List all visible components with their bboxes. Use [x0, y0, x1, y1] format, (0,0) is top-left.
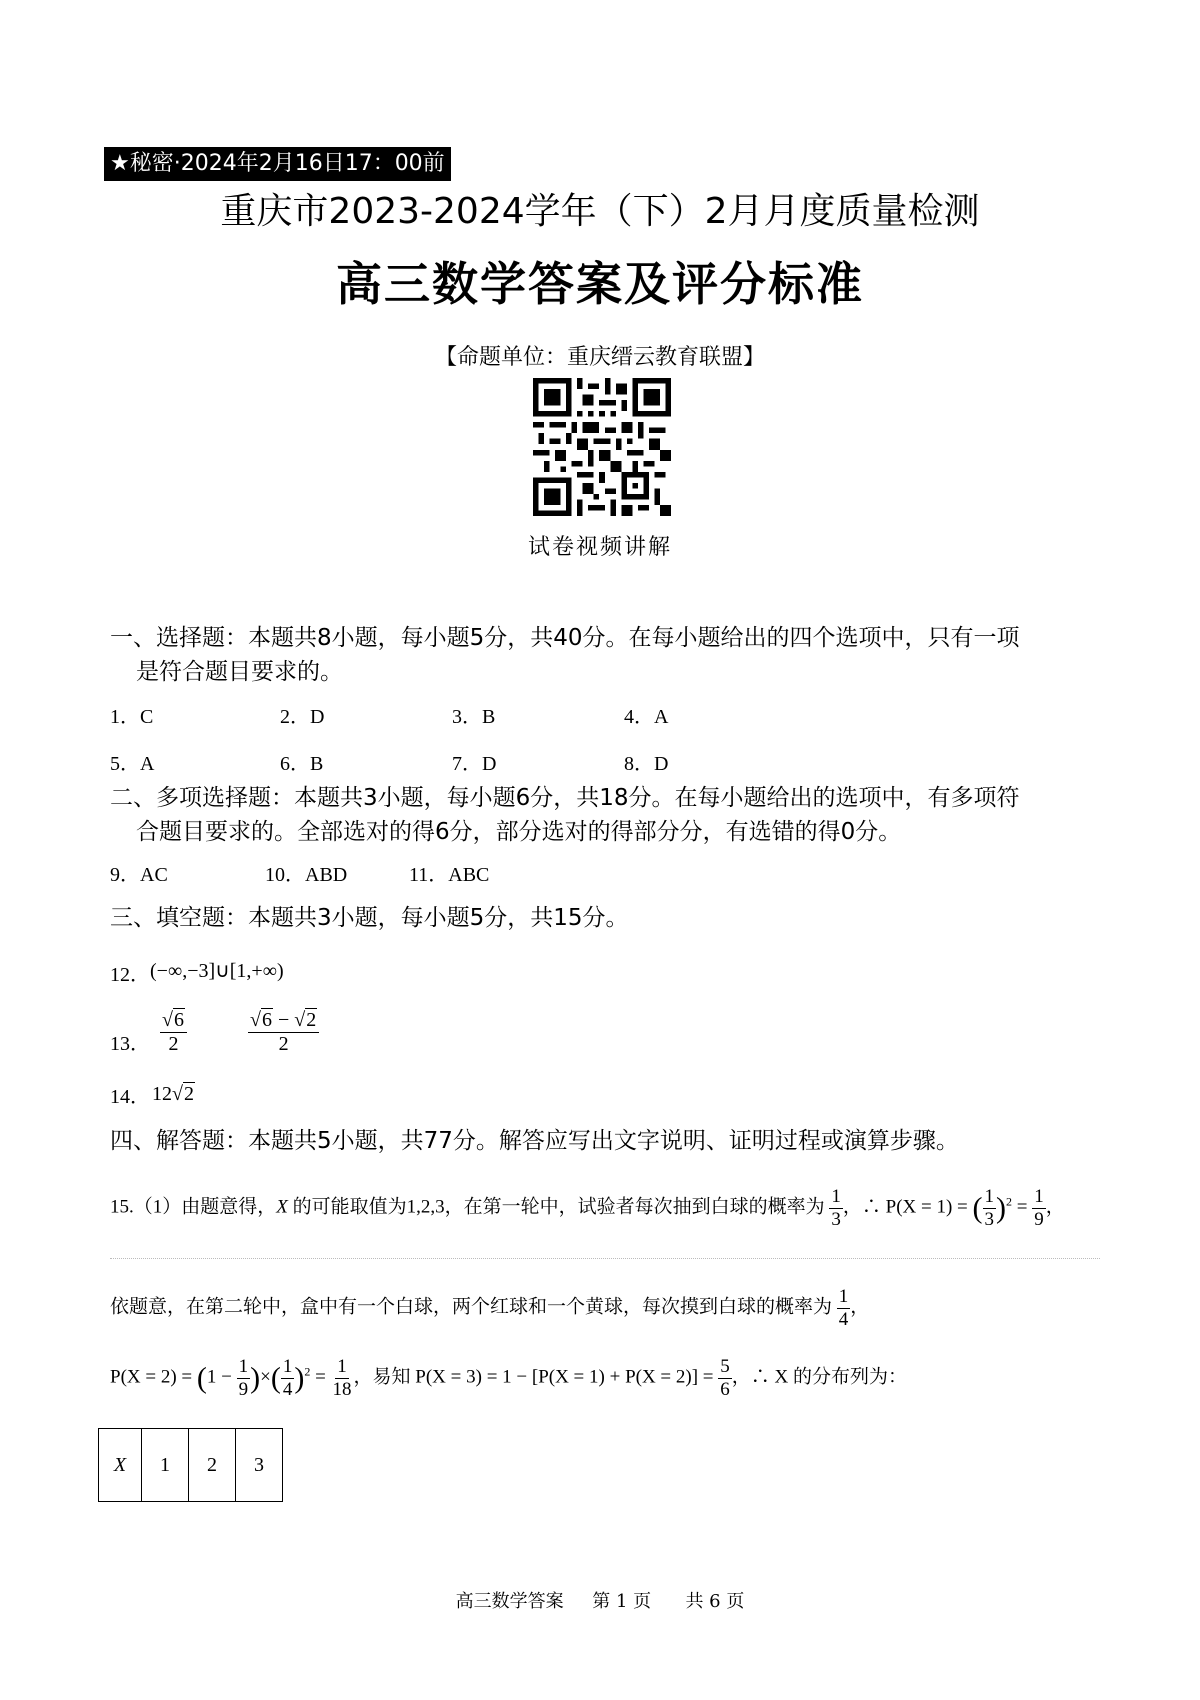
dotted-separator: [110, 1258, 1100, 1259]
q15-p2-exp: 2: [304, 1364, 311, 1379]
q15-p1-n: 1: [984, 1186, 995, 1207]
q15-p1-result-n: 1: [1034, 1186, 1044, 1207]
answer-7: 7．D: [452, 753, 497, 775]
q15-one-minus: 1 −: [206, 1366, 232, 1388]
q13-b-radicand-1: 6: [261, 1009, 272, 1031]
q14-radicand: 2: [183, 1083, 194, 1105]
q15-p1-d: 3: [984, 1208, 995, 1230]
q15-p1-label: ，∴ P(X = 1) =: [842, 1196, 968, 1218]
qr-label: 试卷视频讲解: [527, 535, 672, 560]
answer-5: 5．A: [110, 753, 155, 775]
q12-answer: (−∞,−3]∪[1,+∞): [150, 960, 284, 982]
q13-b-radicand-2: 2: [306, 1009, 317, 1031]
page-footer: 高三数学答案 第 1 页 共 6 页: [455, 1591, 745, 1612]
table-cell: 1: [142, 1429, 189, 1502]
q15-line1-prefix: 15.（1）由题意得，: [110, 1196, 277, 1218]
answer-8: 8．D: [624, 753, 669, 775]
q13-b-minus: −: [272, 1009, 295, 1031]
qr-code-icon[interactable]: [533, 378, 671, 516]
q15-line2-text: 依题意，在第二轮中，盒中有一个白球，两个红球和一个黄球，每次摸到白球的概率为: [110, 1296, 833, 1318]
table-cell-x: X: [99, 1429, 142, 1502]
q15-p3-expr: ，易知 P(X = 3) = 1 − [P(X = 1) + P(X = 2)] =: [353, 1366, 714, 1388]
q15-frac-d: 3: [831, 1208, 841, 1230]
distribution-table: [98, 1428, 283, 1502]
q15-p3-result-n: 5: [720, 1356, 730, 1377]
q15-p3-result-d: 6: [720, 1378, 730, 1400]
q14-coef: 12: [152, 1083, 172, 1105]
table-row: [99, 1429, 283, 1502]
q15-p2-a-d: 9: [238, 1378, 249, 1400]
section2-heading-cont: 合题目要求的。全部选对的得6分，部分选对的得部分分，有选错的得0分。: [136, 819, 902, 845]
answer-6: 6．B: [280, 753, 324, 775]
q15-p2-result-d: 18: [332, 1378, 352, 1400]
q15-times: ×: [260, 1366, 271, 1388]
q13-answer-b: $\frac{√6 - √2}{2}$: [248, 1008, 319, 1056]
answer-4: 4．A: [624, 706, 669, 728]
q13-b-den: 2: [278, 1033, 289, 1055]
q15-line2-frac-n: 1: [838, 1286, 849, 1307]
answer-1: 1．C: [110, 706, 154, 728]
authoring-unit: 【命题单位：重庆缙云教育联盟】: [434, 345, 765, 370]
section4-heading: 四、解答题：本题共5小题，共77分。解答应写出文字说明、证明过程或演算步骤。: [110, 1128, 959, 1154]
q15-line1-mid: 的可能取值为1,2,3，在第一轮中，试验者每次抽到白球的概率为: [287, 1196, 825, 1218]
q13-label: 13．: [110, 1033, 150, 1055]
table-cell: 3: [236, 1429, 283, 1502]
answer-3: 3．B: [452, 706, 496, 728]
answer-key-title: 高三数学答案及评分标准: [336, 257, 864, 311]
q15-line3: P(X = 2) = (1 − $\frac{1}{9}$ )×( $\frac{1}{4}$ )$^2$ = $\frac{1}{18}$ ，易知 P(X = 3) = 1 − [P(X = 1) + P(X = 2)] = $\frac{5}{6}$ ，∴ X 的分布列为：: [110, 1356, 908, 1400]
answer-2: 2．D: [280, 706, 325, 728]
q15-p2-a-n: 1: [238, 1356, 249, 1377]
section2-heading: 二、多项选择题：本题共3小题，每小题6分，共18分。在每小题给出的选项中，有多项符: [110, 785, 1020, 811]
q15-line2-frac-d: 4: [838, 1308, 849, 1330]
section1-heading: 一、选择题：本题共8小题，每小题5分，共40分。在每小题给出的四个选项中，只有一项: [110, 625, 1020, 651]
q15-p2-eq: =: [315, 1366, 326, 1388]
q14-label: 14．: [110, 1086, 150, 1108]
secret-badge: ★秘密·2024年2月16日17：00前: [104, 147, 451, 181]
q12-label: 12．: [110, 964, 150, 986]
q15-line2-end: ，: [850, 1296, 870, 1318]
q13-answer-a: $\frac{√6}{2}$: [160, 1008, 187, 1056]
q15-line1: 15.（1）由题意得，X 的可能取值为1,2,3，在第一轮中，试验者每次抽到白球的概率为 $\frac{1}{3}$ ，∴ P(X = 1) = ( $\frac{1}{3}$ )$^2$ = $\frac{1}{9}$ ，: [110, 1186, 1065, 1230]
section1-heading-cont: 是符合题目要求的。: [136, 659, 343, 685]
q15-frac-n: 1: [831, 1186, 841, 1207]
answer-11: 11．ABC: [409, 864, 490, 886]
section3-heading: 三、填空题：本题共3小题，每小题5分，共15分。: [110, 905, 629, 931]
answer-9: 9．AC: [110, 864, 168, 886]
table-cell: 2: [189, 1429, 236, 1502]
q15-p2-b-d: 4: [282, 1378, 293, 1400]
q15-line2: [110, 1286, 869, 1331]
q15-p1-exp: 2: [1006, 1194, 1013, 1209]
q15-p1-result-d: 9: [1034, 1208, 1044, 1230]
q13-a-radicand: 6: [173, 1009, 184, 1031]
q15-line3-end: ，∴ X 的分布列为：: [731, 1366, 908, 1388]
q15-p2-result-n: 1: [337, 1356, 347, 1377]
q15-var-x: X: [276, 1196, 288, 1218]
q14-answer: 12√2: [152, 1083, 194, 1105]
q15-p2-label: P(X = 2) =: [110, 1366, 193, 1388]
answer-10: 10．ABD: [265, 864, 348, 886]
exam-title: 重庆市2023-2024学年（下）2月月度质量检测: [220, 191, 980, 232]
q15-p1-eq: =: [1016, 1196, 1028, 1218]
q15-line1-end: ，: [1045, 1196, 1065, 1218]
q15-p2-b-n: 1: [282, 1356, 293, 1377]
q13-a-den: 2: [168, 1033, 179, 1055]
